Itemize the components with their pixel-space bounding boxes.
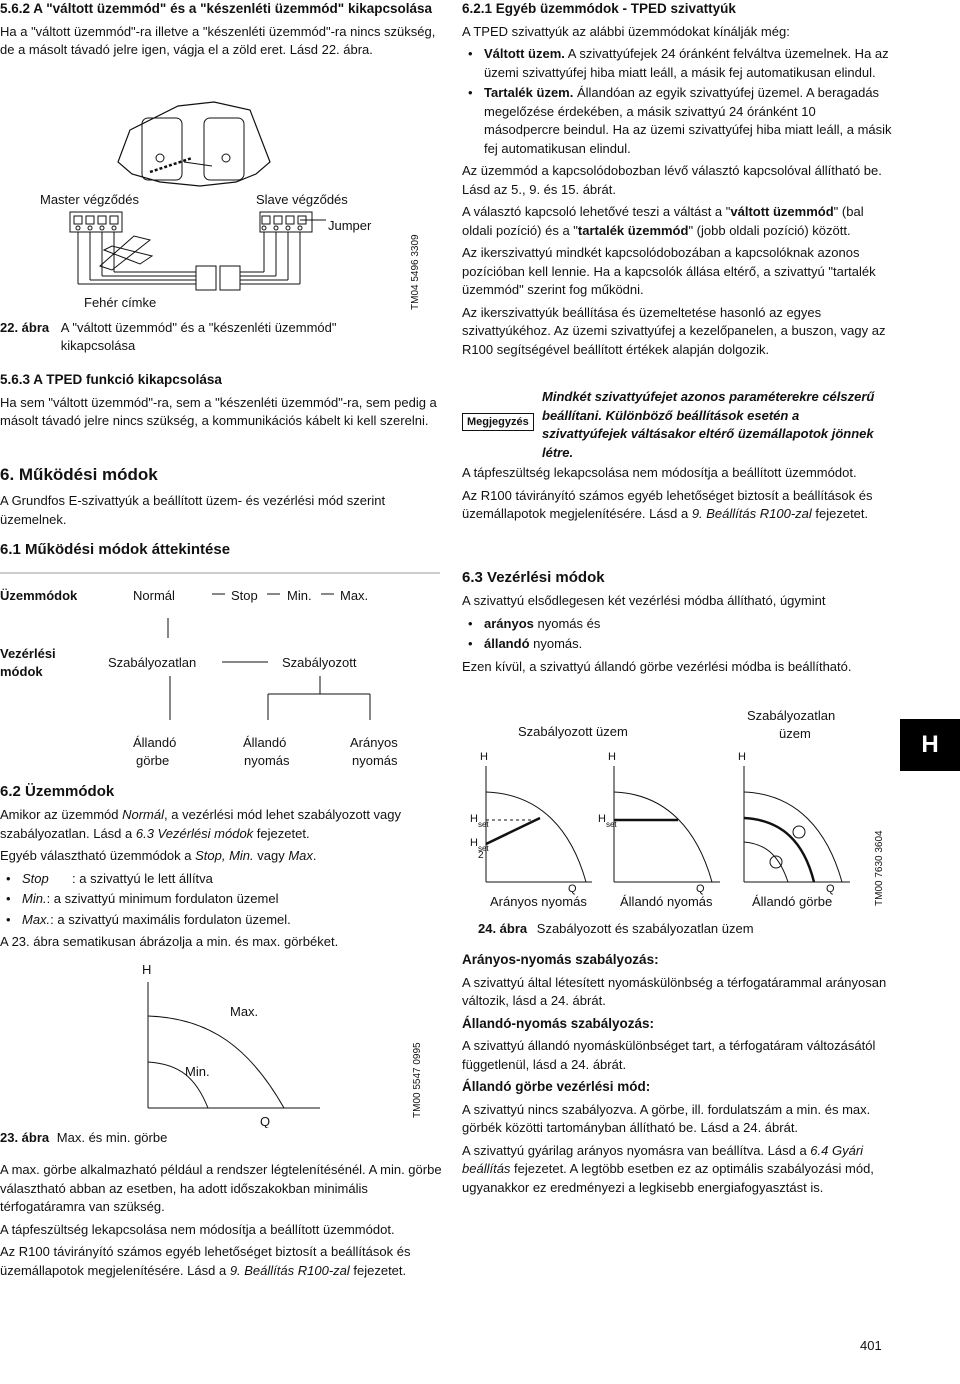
left-bottom-p1: A max. görbe alkalmazható például a rendszer légtelenítésénél. A min. görbe választható abban az esetben, ha adott időszakokban minimális térfogatáramra van szükség. — [0, 1162, 442, 1214]
fig24-label-const-press: Állandó nyomás — [620, 894, 713, 909]
figure-23-caption — [0, 1129, 440, 1147]
figure-22-caption-num: 22. ábra — [0, 320, 50, 335]
fig24-q1: Q — [568, 883, 577, 895]
list-item: • állandó nyomás. — [484, 635, 892, 654]
page-number: 401 — [860, 1338, 882, 1353]
figure-22-caption-text: A "váltott üzemmód" és a "készenléti üzemmód" kikapcsolása — [60, 320, 337, 353]
fig24-h3: H — [738, 751, 746, 763]
section-5-6-3-text: Ha sem "váltott üzemmód"-ra, sem a "készenléti üzemmód"-ra, sem pedig a másolt távadó jelre nincs szükség, a kommunikációs kábelt ki kell szerelni. — [0, 394, 437, 428]
figure-23-min-max-curves — [100, 958, 340, 1128]
prop-press-text: A szivattyú által létesített nyomáskülönbség a térfogatárammal arányosan változik, lásd a 24. ábrát. — [462, 974, 887, 1008]
overview-prop-press-2: nyomás — [352, 753, 398, 768]
overview-prop-press-1: Arányos — [350, 735, 398, 750]
fig24-h1: H — [480, 751, 488, 763]
section-6-2-p3: A 23. ábra sematikusan ábrázolja a min. és max. görbéket. — [0, 934, 339, 949]
const-curve-text: A szivattyú nincs szabályozva. A görbe, ill. fordulatszám a min. és max. görbék közötti tartományban állítható be. Lásd a 24. ábrát. — [462, 1101, 871, 1135]
slave-label: Slave végződés — [256, 192, 348, 207]
white-label-label: Fehér címke — [84, 295, 157, 310]
fig24-half-denominator: 2 — [478, 850, 484, 861]
section-6-2-p1: Amikor az üzemmód Normál, a vezérlési mód lehet szabályozott vagy szabályozatlan. Lásd a 6.3 Vezérlési módok fejezetet. — [0, 807, 402, 841]
right-p5: A tápfeszültség lekapcsolása nem módosítja a beállított üzemmódot. — [462, 465, 857, 480]
list-item: • Max.: a szivattyú maximális fordulaton üzemel. — [22, 911, 448, 930]
figure-23-caption-text: Max. és min. görbe — [56, 1130, 168, 1145]
overview-max: Max. — [340, 588, 369, 603]
fig24-unregulated-title-1: Szabályozatlan — [747, 708, 836, 723]
section-6-1-title: 6.1 Működési módok áttekintése — [0, 541, 231, 558]
fig24-hset-half: $H_{set}$ — [470, 837, 489, 853]
right-p2: A választó kapcsoló lehetővé teszi a váltást a "váltott üzemmód" (bal oldali pozíció) és a "tartalék üzemmód" (jobb oldali pozíció) között. — [462, 204, 864, 238]
figure-23-caption-num: 23. ábra — [0, 1130, 50, 1145]
section-6-2-title: 6.2 Üzemmódok — [0, 783, 115, 800]
section-6-title: 6. Működési módok — [0, 465, 158, 484]
figure-22-caption — [0, 319, 440, 355]
fig24-unregulated-title-2: üzem — [779, 726, 811, 741]
figure-24-code: TM00 7630 3604 — [874, 830, 885, 906]
overview-control-label-1: Vezérlési — [0, 646, 56, 661]
section-6-3-title: 6.3 Vezérlési módok — [462, 569, 605, 586]
section-6-3-text2: Ezen kívül, a szivattyú állandó görbe vezérlési módba is beállítható. — [462, 658, 852, 674]
left-column — [0, 0, 440, 64]
fig23-max-label: Max. — [230, 1004, 259, 1019]
fig24-h2: H — [608, 751, 616, 763]
section-6-2-1-title: 6.2.1 Egyéb üzemmódok - TPED szivattyúk — [462, 1, 736, 16]
section-5-6-3 — [0, 371, 448, 435]
right-mid-text — [462, 464, 892, 528]
right-column — [462, 0, 892, 363]
fig23-q-label: Q — [260, 1114, 271, 1128]
section-5-6-3-title: 5.6.3 A TPED funkció kikapcsolása — [0, 372, 222, 387]
section-6-2 — [0, 782, 448, 956]
figure-24-caption-text: Szabályozott és szabályozatlan üzem — [536, 921, 754, 936]
right-p4: Az ikerszivattyúk beállítása és üzemeltetése hasonló az egyes szivattyúkéhoz. Az üzemi szivattyúfej a kezelőpanelen, a buszon, vagy az R100 segítségével beállított értékek alapján dolgozik. — [462, 304, 886, 357]
fig24-hset2: $H_{set}$ — [598, 813, 617, 829]
overview-const-press-2: nyomás — [244, 753, 290, 768]
fig24-hset1: $H_{set}$ — [470, 813, 489, 829]
section-5-6-2-text: Ha a "váltott üzemmód"-ra illetve a "készenléti üzemmód"-ra nincs szükség, de a másolt távadó jelre igen, vágja el a zöld eret. Lásd 22. ábra. — [0, 23, 436, 57]
list-item: • Min.: a szivattyú minimum fordulaton üzemel — [22, 890, 448, 909]
left-bottom-p3: Az R100 távirányító számos egyéb lehetőséget biztosít a beállítások és üzemállapotok megjelenítésére. Lásd a 9. Beállítás R100-zal fejezetet. — [0, 1244, 411, 1278]
figure-24-control-curves — [462, 702, 882, 912]
right-p3: Az ikerszivattyú mindkét kapcsolódobozában a kapcsolóknak azonos pozícióban kell lennie. Ha a kapcsolók állása eltérő, a szivattyú "tartalék üzemmód" szerint fog működni. — [462, 245, 876, 297]
left-bottom-p2: A tápfeszültség lekapcsolása nem módosítja a beállított üzemmódot. — [0, 1221, 395, 1237]
factory-setting-text: A szivattyú gyárilag arányos nyomásra van beállítva. Lásd a 6.4 Gyári beállítás fejezetet. A legtöbb esetben ez az optimális szabályozási mód, ugyanakkor ez eredményezi a legkisebb energiafogyasztást is. — [462, 1142, 874, 1195]
section-6-3-text: A szivattyú elsődlegesen két vezérlési módba állítható, úgymint — [462, 593, 826, 608]
const-press-heading: Állandó-nyomás szabályozás: — [462, 1015, 655, 1031]
figure-24-caption-num: 24. ábra — [478, 921, 528, 936]
modes-list — [0, 870, 448, 930]
jumper-label: Jumper — [328, 218, 372, 233]
section-6 — [0, 464, 448, 533]
overview-unregulated: Szabályozatlan — [108, 655, 197, 670]
overview-normal: Normál — [133, 588, 175, 603]
section-6-2-p2: Egyéb választható üzemmódok a Stop, Min. vagy Max. — [0, 848, 317, 863]
overview-regulated: Szabályozott — [282, 655, 357, 670]
right-p1: Az üzemmód a kapcsolódobozban lévő választó kapcsolóval állítható be. Lásd az 5., 9. és 15. ábrát. — [462, 163, 882, 197]
fig24-regulated-title: Szabályozott üzem — [518, 724, 628, 739]
overview-min: Min. — [287, 588, 312, 603]
operating-modes-overview — [0, 572, 445, 772]
fig24-q3: Q — [826, 883, 835, 895]
section-6-2-1-text: A TPED szivattyúk az alábbi üzemmódokat kínálják még: — [462, 23, 790, 39]
section-6-3 — [462, 568, 892, 680]
list-item: • Stop : a szivattyú le lett állítva — [22, 870, 448, 889]
right-bottom-text — [462, 951, 892, 1201]
overview-const-press-1: Állandó — [243, 735, 287, 750]
master-label: Master végződés — [40, 192, 139, 207]
right-p6: Az R100 távirányító számos egyéb lehetőséget biztosít a beállítások és üzemállapotok megjelenítésére. Lásd a 9. Beállítás R100-zal fejezetet. — [462, 487, 873, 521]
overview-control-label-2: módok — [0, 664, 43, 679]
fig24-q2: Q — [696, 883, 705, 895]
control-modes-list — [462, 615, 892, 654]
note-text: Mindkét szivattyúfejet azonos paraméterekre célszerű beállítani. Különböző beállítások esetén a szivattyúfejek váltásakor eltérő üzemállapotok jönnek létre. — [542, 389, 875, 460]
tped-modes-list — [462, 45, 892, 158]
overview-const-curve-1: Állandó — [133, 735, 177, 750]
figure-24-caption — [478, 920, 878, 938]
figure-22-code: TM04 5496 3309 — [410, 234, 421, 310]
fig23-min-label: Min. — [185, 1064, 210, 1079]
overview-stop: Stop — [231, 588, 258, 603]
overview-modes-label: Üzemmódok — [0, 588, 78, 603]
fig24-label-const-curve: Állandó görbe — [752, 894, 833, 909]
prop-press-heading: Arányos-nyomás szabályozás: — [462, 952, 659, 967]
const-curve-heading: Állandó görbe vezérlési mód: — [462, 1079, 651, 1094]
fig23-h-label: H — [142, 962, 152, 977]
left-bottom-text — [0, 1161, 448, 1284]
figure-23-code: TM00 5547 0995 — [412, 1042, 423, 1118]
note-label: Megjegyzés — [462, 413, 534, 431]
section-5-6-2-title: 5.6.2 A "váltott üzemmód" és a "készenléti üzemmód" kikapcsolása — [0, 1, 433, 16]
language-tab: H — [900, 719, 960, 771]
section-6-text: A Grundfos E-szivattyúk a beállított üzem- és vezérlési mód szerint üzemelnek. — [0, 493, 386, 527]
list-item: • arányos nyomás és — [484, 615, 892, 634]
list-item: • Váltott üzem. A szivattyúfejek 24 óránként felváltva üzemelnek. Ha az üzemi szivattyúfej hiba miatt leáll, a másik fej automatikusan elindul. — [484, 45, 892, 82]
list-item: • Tartalék üzem. Állandóan az egyik szivattyúfej üzemel. A beragadás megelőzése érdekében, a másik szivattyú 24 óránként 10 másodpercre beindul. Ha az üzemi szivattyúfej hiba miatt leáll, a másik fej automatikusan elindul. — [484, 84, 892, 158]
const-press-text: A szivattyú állandó nyomáskülönbséget tart, a térfogatáram változásától függetlenül, lásd a 24. ábrát. — [462, 1038, 876, 1072]
fig24-label-prop: Arányos nyomás — [490, 894, 587, 909]
overview-const-curve-2: görbe — [136, 753, 170, 768]
section-6-1 — [0, 540, 448, 564]
